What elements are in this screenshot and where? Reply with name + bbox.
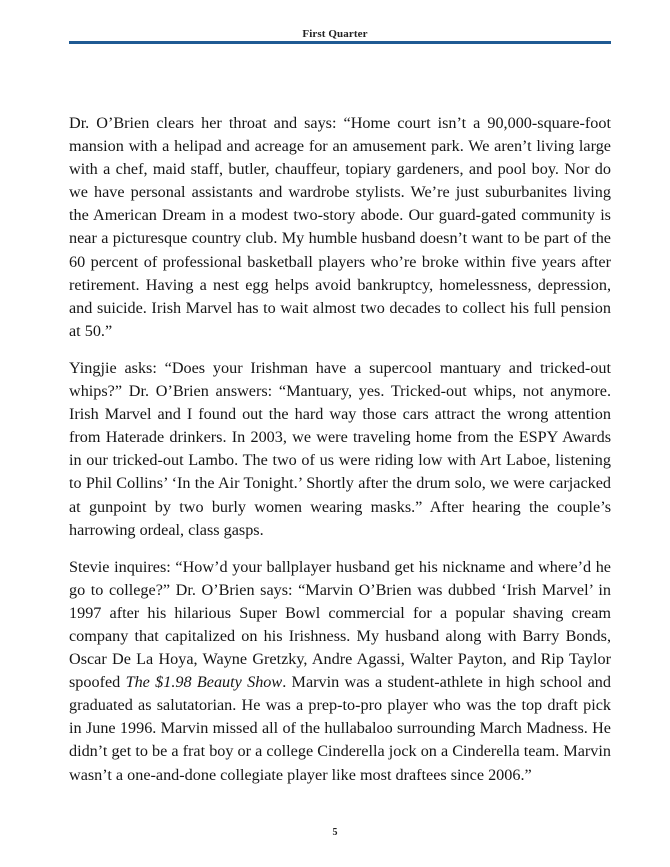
paragraph-3-text-start: Stevie inquires: “How’d your ballplayer husband get his nickname and where’d he go to college?” Dr. O’Brien says: “Marvin O’Brien was dubbed ‘Irish Marvel’ in 1997 after his hilarious Super Bowl commercial for a popular shaving cream company that capitalized on his Irishness. My husband along with Barry Bonds, Oscar De La Hoya, Wayne Gretzky, Andre Agassi, Walter Payton, and Rip Taylor spoofed [69, 557, 611, 692]
page-body [69, 112, 611, 801]
page-number: 5 [332, 827, 338, 838]
paragraph-3 [69, 556, 611, 787]
header-divider [69, 41, 611, 44]
running-header-title: First Quarter [302, 28, 368, 40]
paragraph-1: Dr. O’Brien clears her throat and says: “Home court isn’t a 90,000-square-foot mansion with a helipad and acreage for an amusement park. We aren’t living large with a chef, maid staff, butler, chauffeur, topiary gardeners, and pool boy. Nor do we have personal assistants and wardrobe stylists. We’re just suburbanites living the American Dream in a modest two-story abode. Our guard-gated community is near a picturesque country club. My humble husband doesn’t want to be part of the 60 percent of professional basketball players who’re broke within five years after retirement. Having a nest egg helps avoid bankruptcy, homelessness, depression, and suicide. Irish Marvel has to wait almost two decades to collect his full pension at 50.” [69, 114, 611, 340]
paragraph-2: Yingjie asks: “Does your Irishman have a supercool mantuary and tricked-out whips?” Dr. O’Brien answers: “Mantuary, yes. Tricked-out whips, not anymore. Irish Marvel and I found out the hard way those cars attract the wrong attention from Haterade drinkers. In 2003, we were traveling home from the ESPY Awards in our tricked-out Lambo. The two of us were riding low with Art Laboe, listening to Phil Collins’ ‘In the Air Tonight.’ Shortly after the drum solo, we were carjacked at gunpoint by two burly women wearing masks.” After hearing the couple’s harrowing ordeal, class gasps. [69, 358, 611, 539]
paragraph-3-text-end: . Marvin was a student-athlete in high school and graduated as salutatorian. He was a prep-to-pro player who was the top draft pick in June 1996. Marvin missed all of the hullabaloo surrounding March Madness. He didn’t get to be a frat boy or a college Cinderella jock on a Cinderella team. Marvin wasn’t a one-and-done collegiate player like most draftees since 2006.” [69, 673, 611, 784]
show-title-italic: The $1.98 Beauty Show [125, 673, 283, 692]
